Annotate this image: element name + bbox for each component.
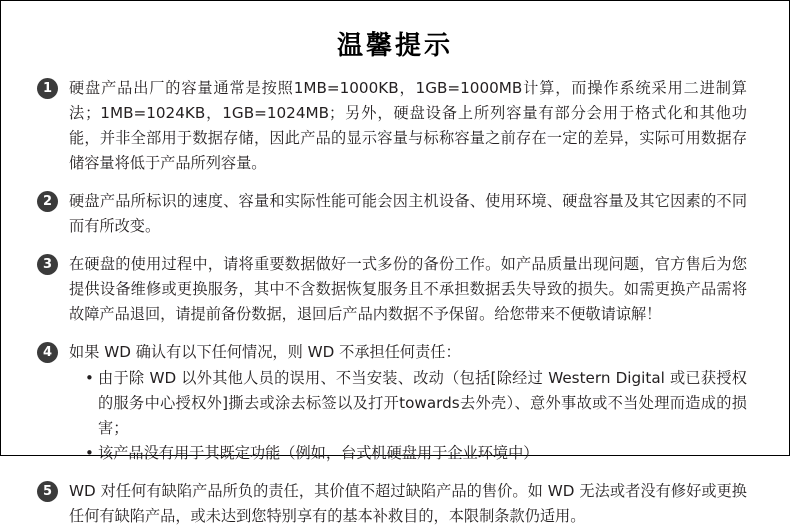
list-item-number: 3 [37,254,58,275]
list-item-number: 1 [37,78,58,99]
list-item-number: 5 [37,481,58,502]
sub-bullet-item: • 由于除 WD 以外其他人员的误用、不当安装、改动（包括[除经过 Western Digital 或已获授权的服务中心授权外]撕去或涂去标签以及打开towards去外壳）、意外事故或不当处理而造成的损害； [85,366,747,441]
list-item-text: 如果 WD 确认有以下任何情况，则 WD 不承担任何责任： [69,343,461,361]
list-item-text: 在硬盘的使用过程中，请将重要数据做好一式多份的备份工作。如产品质量出现问题，官方售后为您提供设备维修或更换服务，其中不含数据恢复服务且不承担数据丢失导致的损失。如需更换产品需将故障产品退回，请提前备份数据，退回后产品内数据不予保留。给您带来不便敬请谅解！ [69,255,747,323]
list-item-text: WD 对任何有缺陷产品所负的责任，其价值不超过缺陷产品的售价。如 WD 无法或者没有修好或更换任何有缺陷产品，或未达到您特别享有的基本补救目的，本限制条款仍适用。 [69,482,747,525]
list-item-number: 4 [37,342,58,363]
page-title: 温馨提示 [336,31,453,61]
document-inner [27,19,763,525]
list-item-number: 2 [37,191,58,212]
sub-bullet-item: • 该产品没有用于其既定功能（例如，台式机硬盘用于企业环境中） [85,441,747,466]
list-item-body [69,340,747,466]
list-item-text: 硬盘产品所标识的速度、容量和实际性能可能会因主机设备、使用环境、硬盘容量及其它因素的不同而有所改变。 [69,192,747,235]
list-item-text: 硬盘产品出厂的容量通常是按照1MB=1000KB，1GB=1000MB计算，而操作系统采用二进制算法；1MB=1024KB，1GB=1024MB；另外，硬盘设备上所列容量有部分会用于格式化和其他功能，并非全部用于数据存储，因此产品的显示容量与标称容量之前存在一定的差异，实际可用数据存储容量将低于产品所列容量。 [69,79,747,172]
list-item [37,479,747,529]
sub-bullet-list [69,366,747,466]
list-item [37,189,747,239]
notice-list [27,76,763,529]
list-item [37,76,747,176]
list-item [37,340,747,466]
list-item [37,252,747,327]
